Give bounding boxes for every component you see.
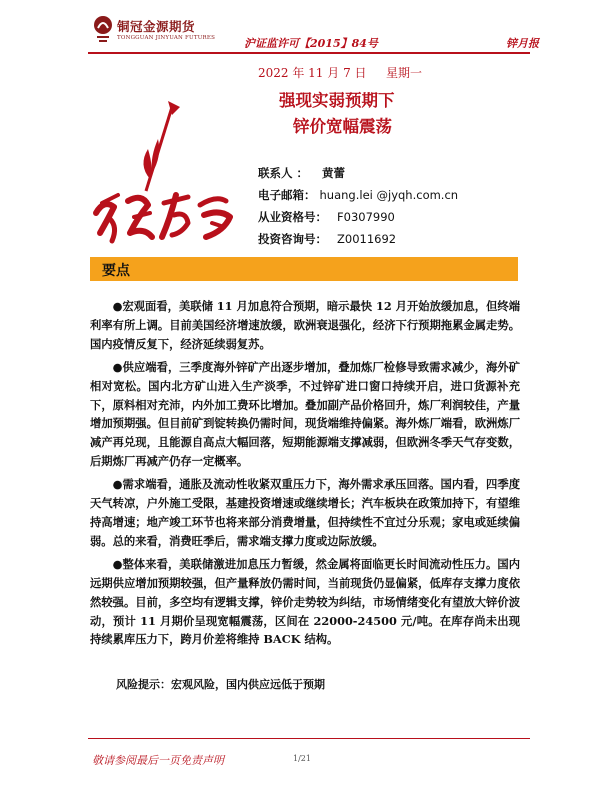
summary-body — [90, 297, 520, 653]
summary-paragraph-demand: ●需求端看，通胀及流动性收紧双重压力下，海外需求承压回落。国内看，四季度天气转凉，户外施工受限，基建投资增速或继续增长；汽车板块在政策加持下，有望维持高增速；地产竣工环节也将来部分消费增量，但持续性不宜过分乐观；家电或延续偏弱。总的来看，消费旺季后，需求端支撑力度或边际放缓。 — [90, 477, 520, 548]
contact-person — [258, 165, 345, 181]
contact-cert — [258, 209, 395, 225]
company-logo — [92, 14, 222, 48]
contact-email — [258, 187, 458, 203]
report-title-line1: 强现实弱预期下 — [279, 91, 395, 110]
company-logo-icon — [92, 14, 114, 44]
header-divider — [88, 52, 530, 54]
report-date: 2022 年 11 月 7 日 — [258, 66, 367, 80]
contact-person-label: 联系人 ： — [258, 166, 309, 180]
company-name-cn: 铜冠金源期货 — [117, 19, 196, 34]
report-type: 锌月报 — [506, 37, 539, 50]
summary-paragraph-macro: ●宏观面看，美联储 11 月加息符合预期，暗示最快 12 月开始放缓加息，但终端利率有所上调。目前美国经济增速放缓，欧洲衰退强化，经济下行预期拖累金属走势。国内疫情反复下，经济延续弱复苏。 — [90, 299, 520, 351]
contact-consult-value: Z0011692 — [337, 232, 397, 246]
contact-email-label: 电子邮箱： — [258, 188, 316, 202]
contact-consult — [258, 231, 396, 247]
contact-person-name: 黄蕾 — [322, 166, 346, 180]
summary-paragraph-supply: ●供应端看，三季度海外锌矿产出逐步增加，叠加炼厂检修导致需求减少，海外矿相对宽松。国内北方矿山进入生产淡季，不过锌矿进口窗口持续开启，进口货源补充下，原料相对充沛，内外加工费环比增加。叠加副产品价格回升，炼厂利润较佳，产量增加预期强。但目前矿到锭转换仍需时间，现货端维持偏紧。海外炼厂端看，欧洲炼厂减产再兑现，且能源自高点大幅回落，短期能源端支撑减弱，但欧洲冬季天气存变数，后期炼厂再减产仍存一定概率。 — [90, 359, 520, 469]
page-number: 1/21 — [293, 754, 311, 763]
summary-paragraph-overall: ●整体来看，美联储激进加息压力暂缓，然金属将面临更长时间流动性压力。国内远期供应增加预期较强，但产量释放仍需时间，当前现货仍显偏紧，低库存支撑力度依然较强。目前，多空均有逻辑支撑，锌价走势较为纠结，市场情绪变化有望放大锌价波动，预计 11 月期价呈现宽幅震荡，区间在 22000-24500 元/吨。在库存尚未出现持续累库压力下，跨月价差将维持 BACK 结构。 — [90, 556, 520, 647]
report-title-line2: 锌价宽幅震荡 — [293, 117, 392, 136]
section-title: 要点 — [102, 263, 130, 279]
report-weekday: 星期一 — [386, 66, 423, 80]
footer-divider — [88, 738, 530, 739]
risk-warning: 风险提示：宏观风险，国内供应远低于预期 — [116, 678, 325, 691]
brand-calligraphy-logo — [88, 95, 248, 255]
contact-cert-value: F0307990 — [337, 210, 395, 224]
license-number: 沪证监许可【2015】84号 — [244, 37, 378, 50]
section-header-bar — [90, 257, 518, 281]
disclaimer-note[interactable]: 敬请参阅最后一页免责声明 — [92, 754, 224, 767]
company-name-en: TONGGUAN JINYUAN FUTURES — [117, 35, 216, 41]
contact-consult-label: 投资咨询号： — [258, 232, 327, 246]
contact-email-value[interactable]: huang.lei @jyqh.com.cn — [319, 188, 459, 202]
contact-cert-label: 从业资格号： — [258, 210, 327, 224]
